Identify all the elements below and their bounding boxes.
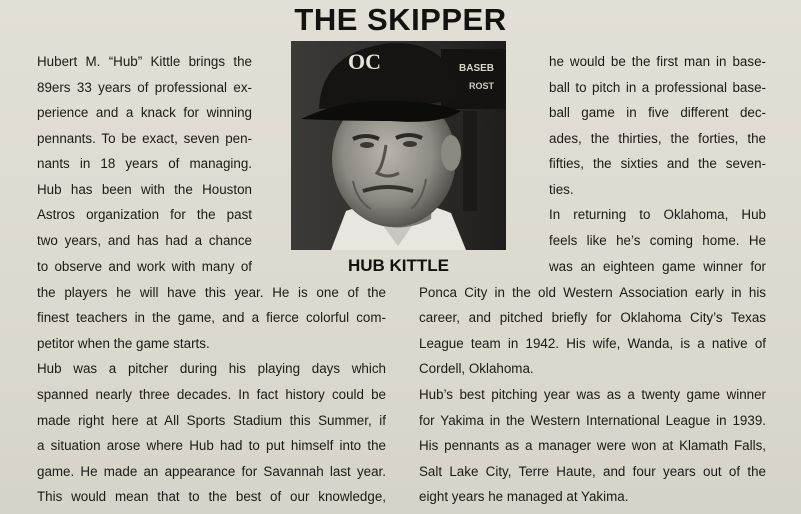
text-line: Ponca City in the old Western Association early in his <box>419 285 766 300</box>
text-line: This would mean that to the best of our knowledge, <box>37 489 386 504</box>
text-line: he would be the first man in base- <box>549 54 766 69</box>
photo-sign-text: BASEB <box>459 63 495 74</box>
text-line: the players he will have this year. He is one of the <box>37 285 386 300</box>
text-line: 89ers 33 years of professional ex- <box>37 80 252 95</box>
text-line: eight years he managed at Yakima. <box>419 489 629 504</box>
text-line: for Yakima in the Western International League in 1939. <box>419 413 766 428</box>
text-line: perience and a knack for winning <box>37 105 252 120</box>
text-line: Hub has been with the Houston <box>37 182 252 197</box>
text-line: League team in 1942. His wife, Wanda, is a native of <box>419 336 766 351</box>
text-line: finest teachers in the game, and a fierce colorful com- <box>37 310 386 325</box>
text-line: pennants. To be exact, seven pen- <box>37 131 252 146</box>
text-line: Hub was a pitcher during his playing days which <box>37 361 386 376</box>
text-line: Cordell, Oklahoma. <box>419 361 534 376</box>
text-line: petitor when the game starts. <box>37 336 210 351</box>
text-line: nants in 18 years of managing. <box>37 156 252 171</box>
text-line: career, and pitched briefly for Oklahoma City’s Texas <box>419 310 766 325</box>
text-line: ball game in five different dec- <box>549 105 766 120</box>
text-line: to observe and work with many of <box>37 259 252 274</box>
text-line: made right here at All Sports Stadium this Summer, if <box>37 413 386 428</box>
text-line: was an eighteen game winner for <box>549 259 766 274</box>
text-line: fifties, the sixties and the seven- <box>549 156 766 171</box>
text-line: In returning to Oklahoma, Hub <box>549 207 766 222</box>
article-title: THE SKIPPER <box>294 2 507 37</box>
portrait-photo <box>291 41 506 250</box>
cap-logo: OC <box>348 49 381 74</box>
photo-sign-text-2: ROST <box>469 81 495 91</box>
text-line: ball to pitch in a professional base- <box>549 80 766 95</box>
text-line: feels like he’s coming home. He <box>549 233 766 248</box>
text-line: ades, the thirties, the forties, the <box>549 131 766 146</box>
text-line: Hubert M. “Hub” Kittle brings the <box>37 54 252 69</box>
photo-caption: HUB KITTLE <box>347 256 450 275</box>
text-line: Hub’s best pitching year was as a twenty game winner <box>419 387 766 402</box>
text-line: ties. <box>549 182 574 197</box>
text-line: Astros organization for the past <box>37 207 252 222</box>
text-line: two years, and has had a chance <box>37 233 252 248</box>
text-line: His pennants as a manager were won at Klamath Falls, <box>419 438 766 453</box>
text-line: spanned nearly three decades. In fact history could be <box>37 387 386 402</box>
text-line: game. He made an appearance for Savannah last year. <box>37 464 386 479</box>
text-line: a situation arose where Hub had to put himself into the <box>37 438 386 453</box>
hub-kittle-portrait-image <box>291 41 506 250</box>
text-line: Salt Lake City, Terre Haute, and four years out of the <box>419 464 766 479</box>
